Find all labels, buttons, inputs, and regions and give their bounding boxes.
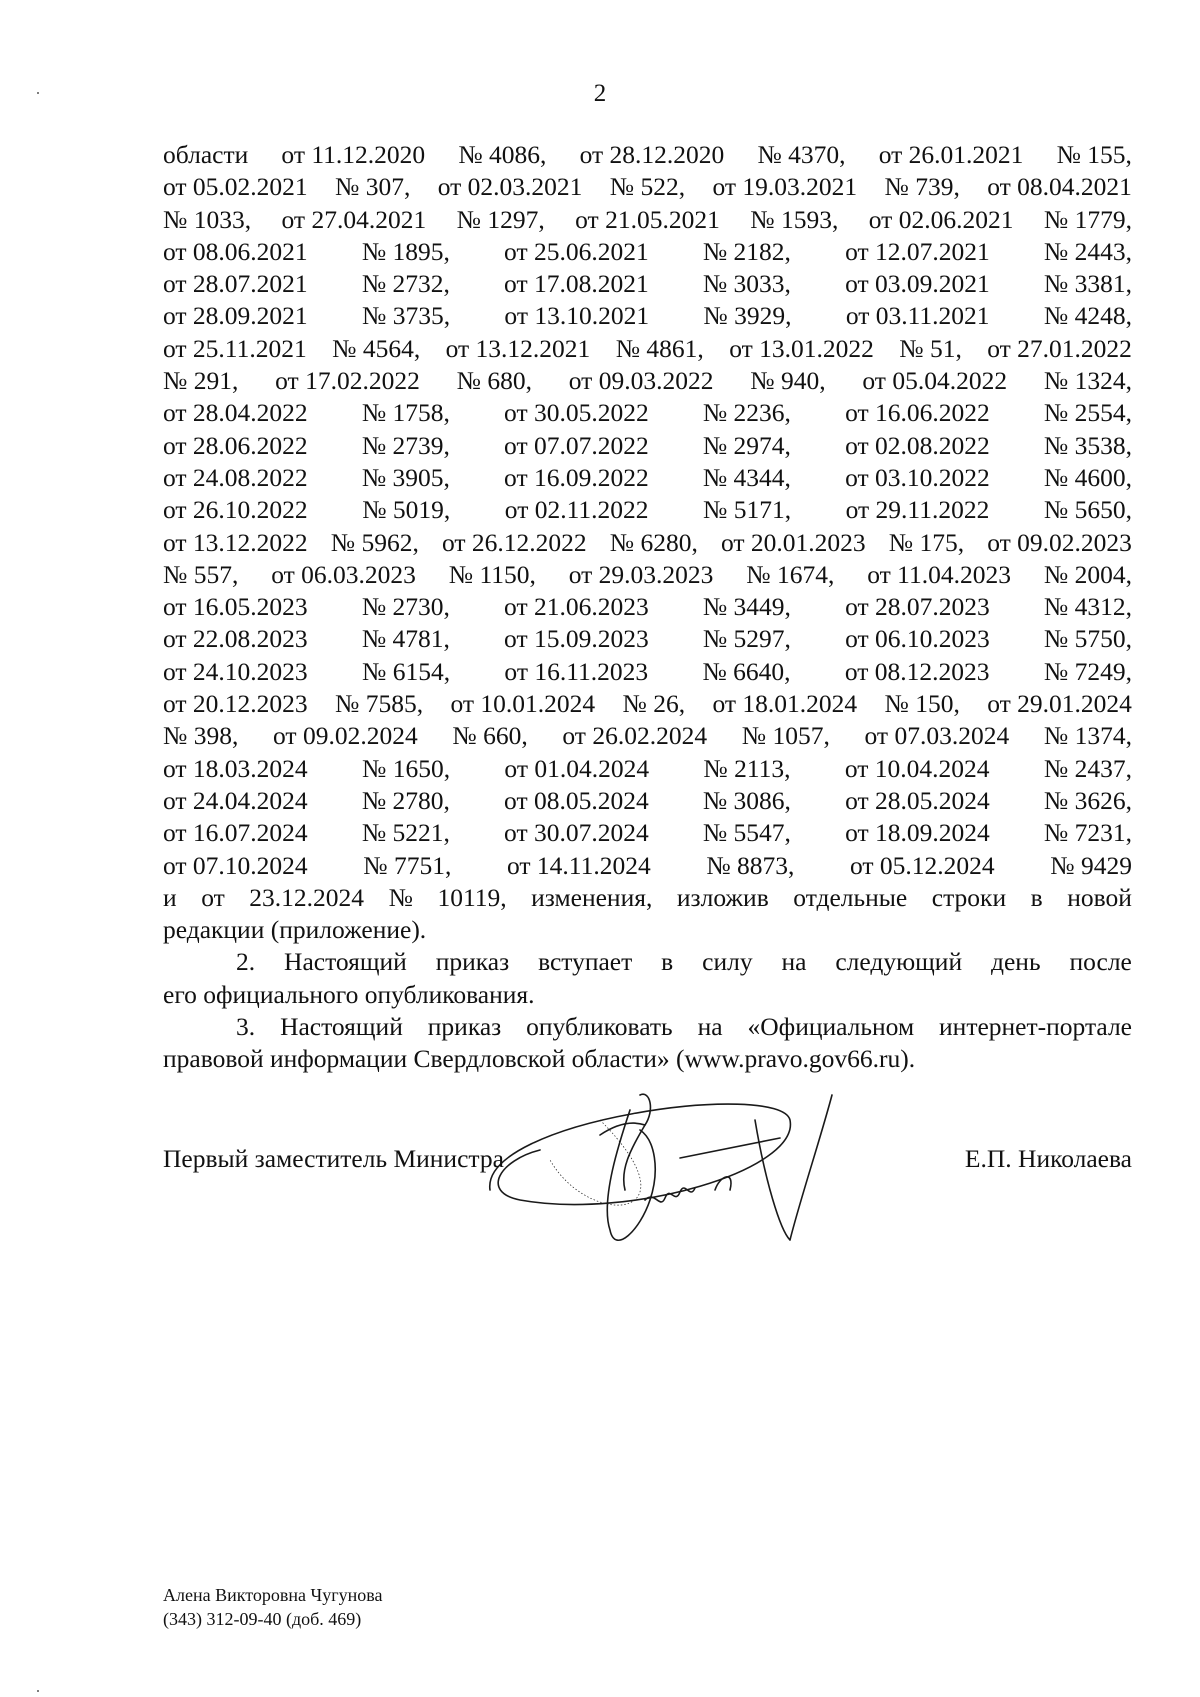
body-token: № 1674,	[746, 559, 835, 589]
body-token: от 05.02.2021	[163, 172, 308, 202]
page-number: 2	[593, 80, 607, 107]
body-token: от 18.09.2024	[845, 818, 990, 848]
body-line	[163, 268, 1132, 300]
body-token: от 24.10.2023	[163, 656, 308, 686]
body-token: № 6280,	[609, 527, 698, 557]
body-token: от 07.07.2022	[504, 430, 649, 460]
body-token: от 28.07.2023	[845, 592, 990, 622]
body-token: от 13.12.2022	[163, 527, 308, 557]
body-token: № 4312,	[1043, 592, 1132, 622]
body-token: № 3086,	[702, 785, 791, 815]
body-token: от 28.04.2022	[163, 398, 308, 428]
body-token: от 09.02.2024	[273, 721, 418, 751]
body-token: № 3905,	[361, 462, 450, 492]
body-token: от 13.10.2021	[504, 301, 650, 331]
body-token: от 19.03.2021	[712, 172, 858, 202]
body-line	[163, 527, 1132, 559]
body-token: от 16.06.2022	[845, 398, 990, 428]
body-token: от 01.04.2024	[504, 753, 650, 783]
body-token: от 26.12.2022	[442, 527, 587, 557]
body-token: № 1593,	[750, 204, 839, 234]
paragraph-token: вступает	[538, 947, 633, 977]
body-token: от 16.05.2023	[163, 592, 308, 622]
body-token: от 26.02.2024	[562, 721, 708, 751]
body-token: № 26,	[622, 689, 686, 719]
body-token: № 175,	[888, 527, 965, 557]
body-token: № 7249,	[1043, 656, 1132, 686]
body-token: от 26.01.2021	[878, 140, 1024, 169]
body-token: № 1650,	[362, 753, 451, 783]
body-token: № 2004,	[1043, 559, 1132, 589]
body-line	[163, 753, 1132, 785]
body-token: от 21.05.2021	[575, 204, 720, 234]
body-token: № 2443,	[1043, 236, 1132, 266]
body-token: № 1033,	[163, 204, 252, 234]
executor-info	[163, 1583, 382, 1631]
paragraph-last-text: его официального опубликования.	[163, 979, 535, 1009]
body-token: № 398,	[163, 721, 239, 751]
body-token: № 4564,	[332, 333, 421, 363]
body-token: от	[201, 882, 225, 912]
body-token: № 291,	[163, 366, 239, 396]
paragraph-token: Настоящий	[280, 1012, 403, 1042]
body-token: №	[388, 882, 413, 912]
paragraph-last-line	[163, 979, 1132, 1011]
body-line	[163, 559, 1132, 591]
body-token: № 5962,	[330, 527, 419, 557]
body-token: № 4344,	[702, 462, 791, 492]
body-token: и	[163, 882, 177, 912]
body-token: № 7585,	[335, 689, 424, 719]
body-line	[163, 333, 1132, 365]
body-token: № 2236,	[702, 398, 791, 428]
body-last-line	[163, 914, 1132, 946]
body-token: № 5650,	[1043, 495, 1132, 525]
body-token: от 06.03.2023	[271, 559, 416, 589]
body-line	[163, 430, 1132, 462]
signature-block	[163, 1144, 1132, 1184]
body-line	[163, 850, 1132, 882]
body-token: от 11.04.2023	[867, 559, 1011, 589]
body-token: от 18.01.2024	[712, 689, 858, 719]
paragraph-token: силу	[702, 947, 753, 977]
body-token: № 1324,	[1043, 366, 1132, 396]
body-line	[163, 720, 1132, 752]
paragraph-token: интернет-портале	[939, 1012, 1132, 1042]
signer-name: Е.П. Николаева	[964, 1144, 1132, 1173]
body-line	[163, 365, 1132, 397]
body-token: № 2437,	[1043, 753, 1132, 783]
body-token: № 2974,	[702, 430, 791, 460]
body-line	[163, 882, 1132, 914]
body-token: в	[1030, 882, 1043, 912]
body-token: от 26.10.2022	[163, 495, 308, 525]
body-token: № 1374,	[1043, 721, 1132, 751]
body-token: от 03.09.2021	[845, 269, 990, 299]
body-token: № 7231,	[1043, 818, 1132, 848]
body-token: № 3449,	[702, 592, 791, 622]
body-token: № 6154,	[362, 656, 451, 686]
executor-name: Алена Викторовна Чугунова	[163, 1585, 383, 1605]
scan-speck	[37, 1690, 39, 1692]
body-token: от 27.01.2022	[987, 333, 1132, 363]
body-line	[163, 139, 1132, 171]
body-token: № 150,	[884, 689, 960, 719]
body-token: от 05.12.2024	[850, 850, 995, 880]
body-token: от 02.03.2021	[437, 172, 583, 202]
body-line	[163, 462, 1132, 494]
body-token: от 02.08.2022	[845, 430, 990, 460]
body-token: № 1779,	[1043, 204, 1132, 234]
body-token: от 17.02.2022	[275, 366, 420, 396]
body-token: от 08.12.2023	[844, 656, 990, 686]
body-token: № 3381,	[1043, 269, 1132, 299]
body-token: № 557,	[163, 559, 239, 589]
body-token: от 08.05.2024	[504, 785, 649, 815]
body-token: от 05.04.2022	[862, 366, 1008, 396]
body-token: № 5750,	[1043, 624, 1132, 654]
body-token: № 2732,	[361, 269, 450, 299]
body-token: области	[163, 140, 249, 169]
body-token: от 06.10.2023	[845, 624, 990, 654]
body-token: от 03.11.2021	[845, 301, 990, 331]
body-token: от 28.12.2020	[579, 140, 725, 169]
paragraph-last-line	[163, 1043, 1132, 1075]
body-token: № 5547,	[702, 818, 791, 848]
body-token: от 12.07.2021	[845, 236, 990, 266]
body-token: № 5297,	[702, 624, 791, 654]
signer-title: Первый заместитель Министра	[163, 1144, 504, 1173]
body-line	[163, 785, 1132, 817]
paragraph-token: Настоящий	[284, 947, 407, 977]
body-token: № 2730,	[361, 592, 450, 622]
paragraph-token: «Официальном	[747, 1012, 915, 1042]
paragraph-token: приказ	[435, 947, 510, 977]
body-token: № 4781,	[361, 624, 450, 654]
body-token: от 13.01.2022	[729, 333, 874, 363]
body-token: от 21.06.2023	[504, 592, 649, 622]
body-token: № 2554,	[1043, 398, 1132, 428]
body-token: № 3735,	[362, 301, 451, 331]
body-token: строки	[931, 882, 1007, 912]
body-token: от 29.03.2023	[568, 559, 714, 589]
body-token: 23.12.2024	[249, 882, 365, 912]
body-token: от 27.04.2021	[281, 204, 427, 234]
body-token: № 4861,	[615, 333, 704, 363]
body-token: от 10.04.2024	[844, 753, 990, 783]
body-token: от 28.05.2024	[845, 785, 990, 815]
body-token: от 16.07.2024	[163, 818, 308, 848]
body-token: новой	[1067, 882, 1132, 912]
body-line	[163, 300, 1132, 332]
body-token: от 20.01.2023	[721, 527, 866, 557]
body-token: от 02.06.2021	[868, 204, 1014, 234]
body-token: от 29.11.2022	[845, 495, 990, 525]
body-token: № 4086,	[458, 140, 547, 169]
body-token: № 8873,	[706, 850, 795, 880]
body-token: № 307,	[335, 172, 411, 202]
body-line	[163, 397, 1132, 429]
scan-speck	[37, 92, 39, 94]
body-line	[163, 236, 1132, 268]
body-token: от 02.11.2022	[504, 495, 649, 525]
body-line	[163, 817, 1132, 849]
body-token: от 16.09.2022	[504, 462, 649, 492]
body-line	[163, 623, 1132, 655]
body-token: № 3929,	[703, 301, 792, 331]
body-token: от 10.01.2024	[450, 689, 596, 719]
body-line	[163, 204, 1132, 236]
paragraph-line	[163, 946, 1132, 978]
body-token: № 660,	[452, 721, 528, 751]
body-token: № 2739,	[361, 430, 450, 460]
body-token: № 5019,	[362, 495, 451, 525]
body-token: от 28.06.2022	[163, 430, 308, 460]
body-token: № 739,	[884, 172, 960, 202]
paragraph-token: 2.	[236, 947, 256, 977]
body-token: от 07.03.2024	[864, 721, 1010, 751]
body-token: от 24.08.2022	[163, 462, 308, 492]
body-line	[163, 656, 1132, 688]
paragraph-token: приказ	[427, 1012, 502, 1042]
body-token: № 5171,	[703, 495, 792, 525]
body-token: отдельные	[793, 882, 908, 912]
body-token: изложив	[676, 882, 769, 912]
body-token: № 6640,	[702, 656, 791, 686]
body-token: № 1895,	[361, 236, 450, 266]
body-token: от 16.11.2023	[504, 656, 649, 686]
body-token: от 20.12.2023	[163, 689, 308, 719]
body-token: от 18.03.2024	[163, 753, 308, 783]
body-token: № 7751,	[363, 850, 452, 880]
body-token: от 24.04.2024	[163, 785, 308, 815]
body-token: от 28.07.2021	[163, 269, 308, 299]
body-line	[163, 171, 1132, 203]
body-token: от 17.08.2021	[504, 269, 649, 299]
body-token: № 522,	[609, 172, 686, 202]
body-token: от 15.09.2023	[504, 624, 649, 654]
body-token: № 2780,	[361, 785, 450, 815]
paragraph-token: после	[1069, 947, 1132, 977]
body-token: изменения,	[531, 882, 653, 912]
body-token: № 1758,	[361, 398, 450, 428]
order-paragraphs	[163, 946, 1132, 1075]
body-token: от 14.11.2024	[506, 850, 651, 880]
body-token: № 9429	[1050, 850, 1132, 880]
body-token: от 11.12.2020	[281, 140, 426, 169]
paragraph-token: следующий	[835, 947, 963, 977]
paragraph-token: в	[661, 947, 674, 977]
paragraph-token: на	[697, 1012, 723, 1042]
body-line	[163, 494, 1132, 526]
body-token: № 4248,	[1043, 301, 1132, 331]
paragraph-line	[163, 1011, 1132, 1043]
body-token: от 03.10.2022	[845, 462, 990, 492]
body-token: № 680,	[456, 366, 532, 396]
paragraph-token: день	[991, 947, 1041, 977]
body-token: № 51,	[899, 333, 962, 363]
body-token: № 3538,	[1043, 430, 1132, 460]
body-token: № 3626,	[1043, 785, 1132, 815]
body-token: № 4600,	[1043, 462, 1132, 492]
body-token: № 5221,	[361, 818, 450, 848]
body-token: от 30.05.2022	[504, 398, 649, 428]
body-token: от 25.11.2021	[163, 333, 307, 363]
amendments-list	[163, 139, 1132, 914]
body-token: № 2182,	[702, 236, 791, 266]
body-token: от 29.01.2024	[987, 689, 1132, 719]
body-line	[163, 591, 1132, 623]
body-token: № 2113,	[703, 753, 791, 783]
body-token: № 155,	[1056, 140, 1132, 169]
body-token: № 3033,	[702, 269, 791, 299]
executor-phone: (343) 312-09-40 (доб. 469)	[163, 1609, 362, 1629]
body-token: № 4370,	[757, 140, 846, 169]
body-token: от 09.03.2022	[568, 366, 714, 396]
order-body-text	[163, 139, 1132, 1076]
body-token: от 25.06.2021	[504, 236, 649, 266]
body-token: № 1150,	[448, 559, 536, 589]
body-token: № 940,	[750, 366, 826, 396]
body-token: 10119,	[437, 882, 507, 912]
body-token: № 1297,	[456, 204, 545, 234]
paragraph-token: опубликовать	[526, 1012, 673, 1042]
body-last-line-text: редакции (приложение).	[163, 915, 427, 945]
paragraph-token: 3.	[236, 1012, 256, 1042]
body-token: от 13.12.2021	[445, 333, 591, 363]
body-token: от 08.06.2021	[163, 236, 308, 266]
body-token: от 08.04.2021	[987, 172, 1132, 202]
paragraph-token: на	[781, 947, 807, 977]
body-token: от 30.07.2024	[504, 818, 649, 848]
paragraph-last-text: правовой информации Свердловской области» (www.pravo.gov66.ru).	[163, 1044, 916, 1074]
body-token: от 09.02.2023	[987, 527, 1132, 557]
body-token: от 22.08.2023	[163, 624, 308, 654]
body-line	[163, 688, 1132, 720]
body-token: от 07.10.2024	[163, 850, 308, 880]
body-token: от 28.09.2021	[163, 301, 308, 331]
body-token: № 1057,	[741, 721, 830, 751]
